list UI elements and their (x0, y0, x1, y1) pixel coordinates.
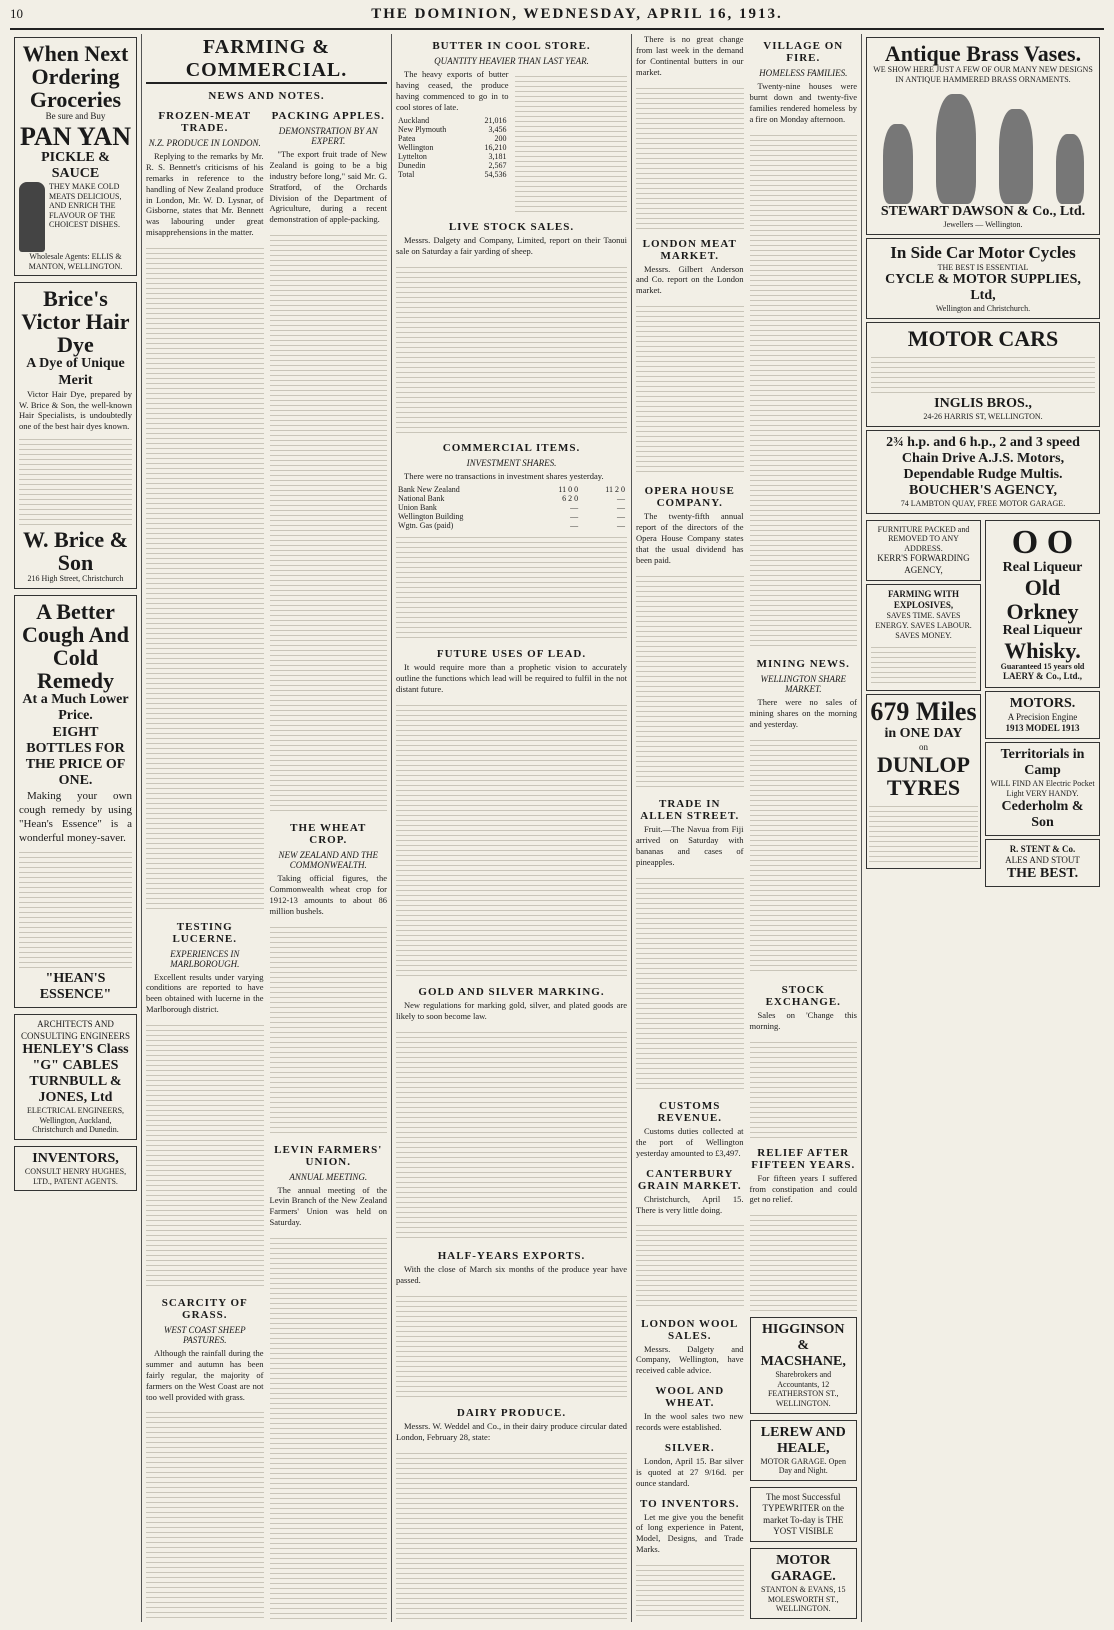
vases-title: Antique Brass Vases. (884, 41, 1082, 66)
table-cell: Dunedin (398, 160, 426, 170)
dunlop-miles: 679 Miles (870, 697, 977, 727)
article-dek: EXPERIENCES IN MARLBOROUGH. (170, 948, 240, 969)
liqueur-line: Real Liqueur (1002, 622, 1083, 638)
shares-table (396, 485, 627, 530)
article-dek: WEST COAST SHEEP PASTURES. (163, 1325, 246, 1346)
vase-icon (1056, 134, 1084, 204)
table-cell: Wellington (398, 142, 434, 152)
bottle-icon (19, 182, 45, 252)
article-body: Sales on 'Change this morning. (749, 1010, 857, 1032)
text-filler (396, 533, 627, 639)
article-body: Christchurch, April 15. There is very little doing. (636, 1193, 744, 1215)
table-cell: 3,456 (488, 124, 507, 134)
table-cell: 3,181 (488, 151, 507, 161)
article-head: MINING NEWS. (756, 658, 850, 671)
text-filler (636, 84, 744, 229)
cough-ad (14, 595, 137, 1008)
table-cell: — (570, 502, 579, 512)
article-head: FROZEN-MEAT TRADE. (158, 110, 252, 134)
article-head: WOOL AND WHEAT. (655, 1385, 725, 1410)
article-body: The annual meeting of the Levin Branch of the New Zealand Farmers' Union was held on Saturday. (269, 1184, 387, 1228)
text-filler (871, 353, 1095, 393)
henley-firm: TURNBULL & JONES, Ltd (29, 1074, 122, 1106)
article-body: Although the rainfall during the summer and autumn has been fairly regular, the majority of farmers on the West Coast are not too well provided with grass. (146, 1348, 264, 1402)
henley-ad (14, 1014, 137, 1140)
vases-firm: STEWART DAWSON & Co., Ltd. (880, 204, 1086, 220)
text-filler (871, 643, 976, 683)
article-dek: NEW ZEALAND AND THE COMMONWEALTH. (278, 850, 379, 871)
table-row (396, 503, 627, 512)
table-row (396, 116, 509, 125)
article-dek: N.Z. PRODUCE IN LONDON. (148, 138, 261, 148)
article-head: TRADE IN ALLEN STREET. (640, 798, 740, 823)
inventors-ad (14, 1146, 137, 1191)
ajs-ad (866, 430, 1100, 514)
article-dek: QUANTITY HEAVIER THAN LAST YEAR. (434, 56, 589, 66)
motorcars-addr: 24-26 HARRIS ST, WELLINGTON. (923, 412, 1043, 422)
liqueur-line: Real Liqueur (1002, 560, 1083, 576)
dunlop-line: in ONE DAY (884, 725, 963, 741)
table-row (396, 161, 509, 170)
liqueur-brand: O O (1011, 523, 1074, 561)
masthead-title: THE DOMINION, WEDNESDAY, APRIL 16, 1913. (371, 6, 783, 22)
territorials-firm: Cederholm & Son (1001, 798, 1084, 830)
sidecar-firm: CYCLE & MOTOR SUPPLIES, Ltd, (885, 272, 1081, 304)
brice-tag: A Dye of Unique Merit (26, 356, 125, 388)
table-cell: Wellington Building (398, 511, 464, 521)
table-cell: Bank New Zealand (398, 484, 460, 494)
text-filler (869, 802, 978, 862)
section-sub: NEWS AND NOTES. (208, 90, 325, 102)
ad-text: Sharebrokers and Accountants, 12 FEATHERSTON ST., WELLINGTON. (767, 1370, 839, 1409)
columns (10, 34, 1104, 1622)
dunlop-line: on (919, 741, 928, 752)
inventors-text: CONSULT HENRY HUGHES, LTD., PATENT AGENTS. (24, 1167, 127, 1186)
table-row (396, 134, 509, 143)
table-cell: — (570, 520, 579, 530)
table-cell: 21,016 (484, 115, 507, 125)
masthead (10, 6, 1104, 30)
article-body: For fifteen years I suffered from constipation and could get no relief. (749, 1172, 857, 1205)
article-head: TO INVENTORS. (640, 1497, 740, 1510)
panyan-text: THEY MAKE COLD MEATS DELICIOUS, AND ENRICH THE FLAVOUR OF THE CHOICEST DISHES. (49, 182, 122, 230)
panyan-agents: Wholesale Agents: ELLIS & MANTON, WELLINGTON. (28, 252, 123, 271)
text-filler (146, 1408, 264, 1622)
ad-column-right (862, 34, 1104, 1622)
dunlop-brand: DUNLOP (877, 751, 970, 777)
table-cell: 11 0 0 (558, 484, 579, 494)
table-row (396, 170, 509, 179)
article-head: HALF-YEARS EXPORTS. (437, 1249, 586, 1262)
vases-illustration (871, 84, 1095, 204)
ad-name: HIGGINSON & MACSHANE, (760, 1321, 846, 1370)
motors-text: A Precision Engine (1007, 711, 1078, 722)
liqueur-guarantee: Guaranteed 15 years old (1000, 661, 1085, 671)
article-head: FUTURE USES OF LEAD. (436, 648, 587, 661)
vase-icon (883, 124, 913, 204)
motors-ad (985, 691, 1100, 740)
brice-text: Victor Hair Dye, prepared by W. Brice & Son, the well-known Hair Specialists, is undoubtedly one of the best hair dyes known. (19, 388, 132, 432)
sidecar-sub: Wellington and Christchurch. (935, 304, 1031, 314)
article-head: PACKING APPLES. (271, 110, 385, 122)
article-body: Messrs. Dalgety and Company, Wellington, have received cable advice. (636, 1343, 744, 1376)
panyan-ad (14, 37, 137, 276)
liqueur-line: Orkney (1006, 598, 1079, 624)
text-filler (396, 701, 627, 978)
article-body: With the close of March six months of the produce year have passed. (396, 1263, 627, 1285)
text-filler (396, 1028, 627, 1241)
article-body: There is no great change from last week in the demand for Continental butters in our market. (636, 34, 744, 77)
text-filler (636, 1561, 744, 1619)
ad-name: LEREW AND HEALE, (760, 1424, 846, 1456)
cough-offer: EIGHT BOTTLES FOR THE PRICE OF ONE. (25, 724, 126, 788)
panyan-brand: PAN YAN (20, 121, 131, 151)
stent-text: ALES AND STOUT (1005, 855, 1080, 866)
article-head: LONDON MEAT MARKET. (642, 237, 737, 262)
table-cell: 11 2 0 (605, 484, 625, 494)
ad-text: The most Successful TYPEWRITER on the market To-day is THE YOST VISIBLE (762, 1492, 844, 1536)
dunlop-line: TYRES (886, 774, 961, 800)
stent-ad (985, 839, 1100, 888)
explosives-title: FARMING WITH EXPLOSIVES, (888, 588, 959, 611)
sidecar-ad (866, 238, 1100, 319)
article-body: "The export fruit trade of New Zealand is going to be a big industry before long," said Mr. G. Stratford, of the Orchards Division of the Department of Agriculture, during a recent demonstration of apple-packing. (269, 149, 387, 225)
ad-name: MOTOR GARAGE. (770, 1553, 836, 1585)
dunlop-ad (866, 694, 981, 869)
table-cell: 16,210 (484, 142, 507, 152)
article-dek: INVESTMENT SHARES. (466, 457, 557, 468)
table-cell: Lyttelton (398, 151, 427, 161)
vases-text: WE SHOW HERE JUST A FEW OF OUR MANY NEW DESIGNS IN ANTIQUE HAMMERED BRASS ORNAMENTS. (873, 65, 1093, 84)
liqueur-line: Whisky. (1004, 637, 1081, 663)
higginson-ad (750, 1317, 858, 1414)
text-filler (396, 1292, 627, 1398)
ad-line: Groceries (29, 87, 122, 113)
commerce-column-a (392, 34, 632, 1622)
liqueur-ad (985, 520, 1100, 688)
table-cell: — (617, 520, 625, 530)
article-head: SILVER. (664, 1441, 715, 1454)
article-body: Customs duties collected at the port of Wellington yesterday amounted to £3,497. (636, 1126, 744, 1158)
brice-title: Brice's Victor Hair Dye (21, 286, 130, 358)
article-head: COMMERCIAL ITEMS. (442, 441, 581, 454)
article-head: LIVE STOCK SALES. (448, 221, 575, 233)
furniture-text: FURNITURE PACKED and REMOVED TO ANY ADDRESS. (877, 524, 970, 553)
text-filler (750, 1211, 858, 1311)
commerce-column-b (632, 34, 862, 1622)
text-filler (146, 1021, 264, 1288)
article-dek: ANNUAL MEETING. (289, 1171, 368, 1182)
text-filler (19, 435, 132, 525)
ajs-addr: 74 LAMBTON QUAY, FREE MOTOR GARAGE. (900, 499, 1066, 509)
table-row (396, 494, 627, 503)
article-dek: HOMELESS FAMILIES. (759, 68, 848, 78)
text-filler (19, 848, 132, 968)
text-filler (750, 736, 858, 975)
article-body: New regulations for marking gold, silver, and plated goods are likely to soon become law. (396, 1000, 627, 1022)
typewriter-ad (750, 1487, 858, 1542)
text-filler (636, 874, 744, 1092)
brice-firm: W. Brice & Son (23, 527, 128, 576)
motorcars-ad (866, 322, 1100, 427)
lerew-ad (750, 1420, 858, 1481)
article-body: Replying to the remarks by Mr. R. S. Bennett's criticisms of his remarks in reference to the handling of New Zealand produce in London, Mr. W. D. Lysnar, of Gisborne, states that Mr. Bennett was labouring under great misapprehensions in the matter. (146, 151, 264, 238)
article-head: THE WHEAT CROP. (290, 822, 367, 847)
text-filler (270, 923, 388, 1135)
stent-sub: THE BEST. (1006, 866, 1079, 882)
cough-text: Making your own cough remedy by using "Hean's Essence" is a wonderful money-saver. (19, 789, 132, 845)
ajs-firm: BOUCHER'S AGENCY, (908, 482, 1058, 498)
motorcars-title: MOTOR CARS (907, 325, 1059, 351)
text-filler (270, 1234, 388, 1622)
table-row (396, 512, 627, 521)
table-cell: Total (398, 169, 415, 179)
article-body: There were no sales of mining shares on the morning and yesterday. (749, 697, 857, 729)
table-cell: Auckland (398, 115, 430, 125)
table-row (396, 152, 509, 161)
text-filler (636, 1221, 744, 1308)
article-body: In the wool sales two new records were established. (636, 1411, 744, 1432)
table-cell: 6 2 0 (562, 493, 579, 503)
territorials-ad (985, 742, 1100, 836)
cough-brand: "HEAN'S ESSENCE" (39, 971, 112, 1003)
vases-ad (866, 37, 1100, 235)
text-filler (396, 263, 627, 433)
table-row (396, 125, 509, 134)
article-head: GOLD AND SILVER MARKING. (418, 986, 605, 999)
ad-text: STANTON & EVANS, 15 MOLESWORTH ST., WELLINGTON. (761, 1585, 846, 1614)
section-title: FARMING & COMMERCIAL. (146, 36, 387, 84)
ad-line: Ordering (31, 64, 120, 90)
table-row (396, 485, 627, 494)
butter-table (396, 116, 509, 179)
liqueur-line: Old (1024, 575, 1061, 601)
table-cell: New Plymouth (398, 124, 447, 134)
article-body: It would require more than a prophetic vision to accurately outline the functions which lead will be required to fulfil in the not distant future. (396, 662, 627, 694)
article-head: CUSTOMS REVENUE. (657, 1100, 723, 1125)
table-cell: — (617, 502, 625, 512)
territorials-text: WILL FIND AN Electric Pocket Light VERY HANDY. (990, 779, 1095, 799)
stent-firm: R. STENT & Co. (1009, 843, 1076, 854)
text-filler (146, 244, 264, 912)
text-filler (636, 302, 744, 476)
article-dek: WELLINGTON SHARE MARKET. (760, 674, 847, 695)
table-row (396, 521, 627, 530)
inventors-title: INVENTORS, (32, 1151, 119, 1167)
ad-line: Be sure and Buy (45, 111, 106, 122)
furniture-ad (866, 520, 981, 581)
article-body: Messrs. Gilbert Anderson and Co. report on the London market. (636, 263, 744, 296)
article-head: OPERA HOUSE COMPANY. (644, 485, 735, 510)
page-number: 10 (10, 6, 23, 21)
furniture-firm: KERR'S FORWARDING AGENCY, (877, 553, 970, 575)
ad-line: When Next (22, 41, 129, 66)
table-cell: — (617, 493, 625, 503)
cough-tag: At a Much Lower Price. (22, 692, 129, 724)
article-head: SCARCITY OF GRASS. (161, 1297, 248, 1322)
text-filler (636, 572, 744, 790)
article-body: Twenty-nine houses were burnt down and twenty-five families rendered homeless by a fire on Monday afternoon. (749, 81, 857, 124)
henley-l1: ARCHITECTS AND CONSULTING ENGINEERS (21, 1019, 130, 1041)
vase-icon (936, 94, 976, 204)
table-row (396, 143, 509, 152)
article-head: VILLAGE ON FIRE. (763, 40, 844, 64)
cough-title: A Better Cough And Cold Remedy (21, 598, 129, 694)
vase-icon (999, 109, 1033, 204)
article-body: Messrs. W. Weddel and Co., in their dairy produce circular dated London, February 28, state: (396, 1421, 627, 1442)
article-head: STOCK EXCHANGE. (765, 984, 841, 1009)
article-head: TESTING LUCERNE. (172, 920, 238, 945)
farming-column (142, 34, 392, 1622)
motor-garage-ad (750, 1548, 858, 1619)
article-body: Let me give you the benefit of long experience in Patent, Model, Designs, and Trade Marks. (636, 1511, 744, 1555)
table-cell: 2,567 (488, 160, 507, 170)
text-filler (515, 72, 628, 212)
table-cell: 200 (494, 133, 507, 143)
article-body: Excellent results under varying conditions are reported to have been obtained with lucerne in the Marlborough district. (146, 971, 264, 1015)
motors-model: 1913 MODEL 1913 (1005, 722, 1080, 733)
ad-column-left (10, 34, 142, 1622)
vases-sub: Jewellers — Wellington. (943, 220, 1023, 230)
ajs-title: 2¾ h.p. and 6 h.p., 2 and 3 speed Chain Drive A.J.S. Motors, Dependable Rudge Multis. (886, 434, 1080, 482)
table-cell: — (570, 511, 579, 521)
text-filler (270, 231, 388, 813)
brice-addr: 216 High Street, Christchurch (27, 574, 124, 584)
table-cell: Union Bank (398, 502, 437, 512)
explosives-ad (866, 584, 981, 691)
ad-text: MOTOR GARAGE. Open Day and Night. (760, 1456, 846, 1476)
article-body: There were no transactions in investment shares yesterday. (404, 470, 604, 481)
article-body: London, April 15. Bar silver is quoted at 27 9/16d. per ounce standard. (636, 1455, 744, 1488)
article-body: Fruit.—The Navua from Fiji arrived on Saturday with bananas and cases of pineapples. (636, 824, 744, 867)
article-head: LONDON WOOL SALES. (641, 1317, 739, 1342)
article-head: LEVIN FARMERS' UNION. (274, 1143, 383, 1168)
article-head: DAIRY PRODUCE. (456, 1407, 567, 1420)
table-cell: 54,536 (484, 169, 507, 179)
table-cell: National Bank (398, 493, 445, 503)
motors-title: MOTORS. (1009, 695, 1076, 711)
sidecar-title: In Side Car Motor Cycles (890, 242, 1076, 262)
text-filler (750, 131, 858, 650)
article-dek: DEMONSTRATION BY AN EXPERT. (278, 126, 378, 146)
article-body: The heavy exports of butter having ceased, the produce having commenced to go in to cool stores of late. (396, 69, 509, 112)
article-head: CANTERBURY GRAIN MARKET. (637, 1167, 742, 1192)
liqueur-firm: LAERY & Co., Ltd., (1002, 671, 1083, 682)
article-head: BUTTER IN COOL STORE. (432, 40, 591, 52)
article-body: The twenty-fifth annual report of the directors of the Opera House Company states that the usual dividend has been paid. (636, 511, 744, 565)
text-filler (396, 1449, 627, 1619)
table-cell: — (617, 511, 625, 521)
sidecar-text: THE BEST IS ESSENTIAL (937, 262, 1029, 272)
article-head: RELIEF AFTER FIFTEEN YEARS. (751, 1146, 856, 1171)
table-cell: Wgtn. Gas (paid) (398, 520, 454, 530)
article-body: Messrs. Dalgety and Company, Limited, report on their Taonui sale on Saturday a fair yarding of sheep. (396, 235, 627, 256)
motorcars-firm: INGLIS BROS., (934, 395, 1032, 411)
explosives-text: SAVES TIME. SAVES ENERGY. SAVES LABOUR. SAVES MONEY. (875, 611, 972, 640)
article-body: Taking official figures, the Commonwealth wheat crop for 1912-13 amounts to about 86 million bushels. (269, 873, 387, 916)
henley-sub: ELECTRICAL ENGINEERS, Wellington, Auckland, Christchurch and Dunedin. (26, 1106, 125, 1135)
panyan-sub: PICKLE & SAUCE (41, 149, 110, 181)
brice-ad (14, 282, 137, 589)
table-cell: Patea (398, 133, 416, 143)
territorials-title: Territorials in Camp (1000, 747, 1085, 779)
text-filler (750, 1038, 858, 1138)
henley-l2: HENLEY'S Class "G" CABLES (22, 1041, 129, 1073)
